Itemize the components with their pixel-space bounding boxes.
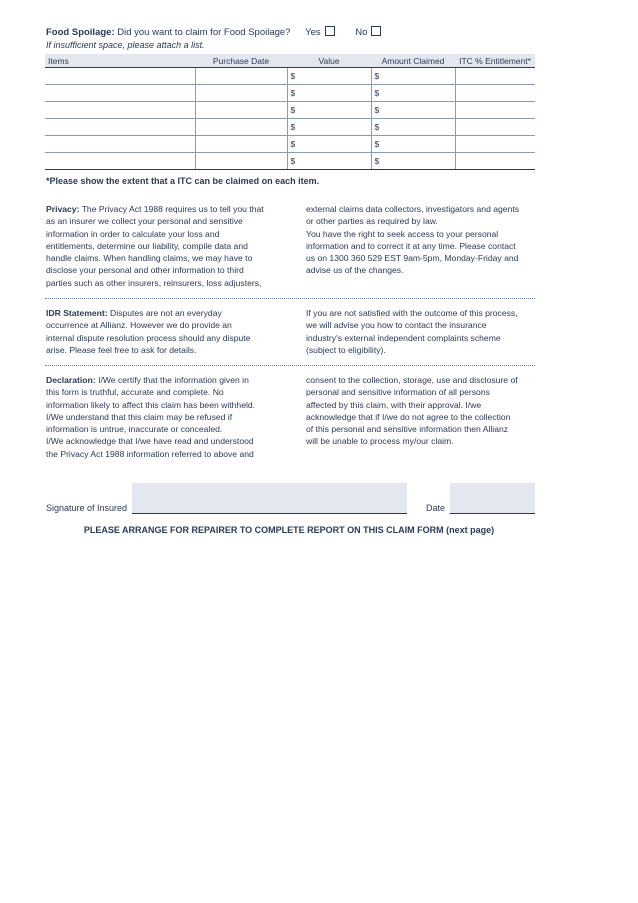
declaration-line: acknowledge that if I/we do not agree to the collection	[306, 411, 511, 422]
items-table	[45, 54, 535, 170]
declaration-line: the Privacy Act 1988 information referred to above and	[46, 448, 254, 459]
idr-heading: IDR Statement:	[46, 308, 108, 318]
declaration-line: information is untrue, inaccurate or concealed.	[46, 424, 223, 435]
food-spoilage-question-text: Did you want to claim for Food Spoilage?	[117, 27, 291, 38]
declaration-line: affected by this claim, with their approval. I/we	[306, 399, 482, 410]
item-cell[interactable]	[45, 153, 195, 170]
repairer-note-container	[0, 525, 638, 535]
declaration-line: I/We understand that this claim may be refused if	[46, 411, 233, 422]
declaration-line: information likely to affect this claim has been withheld.	[46, 399, 256, 410]
declaration-line: personal and sensitive information of all persons	[306, 387, 490, 398]
no-label: No	[355, 27, 368, 38]
declaration-line: this form is truthful, accurate and complete. No	[46, 387, 224, 398]
privacy-line: or other parties as required by law.	[306, 216, 438, 227]
purchase-date-cell[interactable]	[195, 153, 287, 170]
header-items: Items	[45, 54, 195, 68]
itc-cell[interactable]	[455, 136, 535, 153]
privacy-line: external claims data collectors, investigators and agents	[306, 204, 520, 214]
purchase-date-cell[interactable]	[195, 119, 287, 136]
date-field[interactable]	[450, 483, 535, 514]
header-itc-entitlement: ITC % Entitlement*	[455, 54, 535, 68]
amount-claimed-cell[interactable]: $	[371, 68, 455, 85]
declaration-heading: Declaration:	[46, 375, 96, 385]
item-cell[interactable]	[45, 68, 195, 85]
declaration-section	[46, 374, 535, 464]
declaration-line: will be unable to process my/our claim.	[306, 436, 454, 447]
purchase-date-cell[interactable]	[195, 68, 287, 85]
value-cell[interactable]: $	[287, 136, 371, 153]
itc-cell[interactable]	[455, 68, 535, 85]
privacy-right-column	[306, 203, 538, 277]
declaration-left-column	[46, 374, 278, 460]
section-divider	[45, 298, 535, 299]
declaration-line: I/We acknowledge that I/we have read and understood	[46, 436, 254, 447]
idr-line: we will advise you how to contact the insurance	[306, 320, 487, 331]
idr-line: industry's external independent complaints scheme	[306, 332, 501, 343]
purchase-date-cell[interactable]	[195, 85, 287, 102]
date-label: Date	[426, 503, 446, 513]
idr-line: internal dispute resolution process should any dispute	[46, 332, 251, 343]
idr-line: occurrence at Allianz. However we do provide an	[46, 320, 232, 331]
itc-cell[interactable]	[455, 119, 535, 136]
amount-claimed-cell[interactable]: $	[371, 153, 455, 170]
item-cell[interactable]	[45, 136, 195, 153]
value-cell[interactable]: $	[287, 85, 371, 102]
insufficient-space-note: If insufficient space, please attach a list.	[46, 40, 205, 50]
privacy-line: The Privacy Act 1988 requires us to tell you that	[81, 204, 264, 214]
value-cell[interactable]: $	[287, 153, 371, 170]
items-table-header	[45, 54, 535, 68]
privacy-line: handle claims. When handling claims, we may have to	[46, 253, 253, 264]
privacy-line: information and to correct it at any time. Please contact	[306, 240, 516, 251]
idr-line: (subject to eligibility).	[306, 344, 386, 355]
header-purchase-date: Purchase Date	[195, 54, 287, 68]
purchase-date-cell[interactable]	[195, 136, 287, 153]
table-row	[45, 153, 535, 170]
privacy-line: entitlements, determine our liability, compile data and	[46, 240, 248, 251]
privacy-heading: Privacy:	[46, 204, 80, 214]
item-cell[interactable]	[45, 119, 195, 136]
no-checkbox[interactable]	[371, 26, 381, 36]
itc-note: *Please show the extent that a ITC can be claimed on each item.	[46, 176, 320, 186]
idr-right-column	[306, 307, 538, 356]
table-row	[45, 136, 535, 153]
itc-cell[interactable]	[455, 102, 535, 119]
privacy-line: as an insurer we collect your personal and sensitive	[46, 216, 243, 227]
privacy-left-column	[46, 203, 278, 289]
value-cell[interactable]: $	[287, 119, 371, 136]
itc-cell[interactable]	[455, 153, 535, 170]
item-cell[interactable]	[45, 102, 195, 119]
privacy-line: You have the right to seek access to your personal	[306, 228, 499, 239]
idr-section	[46, 307, 535, 359]
value-cell[interactable]: $	[287, 68, 371, 85]
item-cell[interactable]	[45, 85, 195, 102]
privacy-line: us on 1300 360 529 EST 9am-5pm, Monday-Friday and	[306, 253, 519, 264]
table-row	[45, 85, 535, 102]
privacy-line: parties such as other insurers, reinsurers, loss adjusters,	[46, 277, 262, 288]
amount-claimed-cell[interactable]: $	[371, 136, 455, 153]
privacy-line: advise us of the changes.	[306, 265, 404, 276]
yes-checkbox[interactable]	[325, 26, 335, 36]
amount-claimed-cell[interactable]: $	[371, 102, 455, 119]
signature-label: Signature of Insured	[46, 503, 128, 513]
idr-line: If you are not satisfied with the outcome of this process,	[306, 308, 518, 318]
food-spoilage-question	[46, 26, 381, 38]
table-row	[45, 119, 535, 136]
value-cell[interactable]: $	[287, 102, 371, 119]
header-value: Value	[287, 54, 371, 68]
food-spoilage-label: Food Spoilage:	[46, 27, 115, 38]
signature-field[interactable]	[132, 483, 407, 514]
declaration-right-column	[306, 374, 538, 448]
privacy-section	[46, 203, 535, 293]
idr-line: arise. Please feel free to ask for details.	[46, 344, 197, 355]
section-divider	[45, 365, 535, 366]
idr-line: Disputes are not an everyday	[110, 308, 222, 318]
declaration-line: consent to the collection, storage, use and disclosure of	[306, 375, 518, 385]
table-row	[45, 68, 535, 85]
privacy-line: information in order to calculate your loss and	[46, 228, 220, 239]
table-row	[45, 102, 535, 119]
declaration-line: of this personal and sensitive information then Allianz	[306, 424, 509, 435]
yes-label: Yes	[305, 27, 321, 38]
itc-cell[interactable]	[455, 85, 535, 102]
amount-claimed-cell[interactable]: $	[371, 119, 455, 136]
header-amount-claimed: Amount Claimed	[371, 54, 455, 68]
purchase-date-cell[interactable]	[195, 102, 287, 119]
repairer-note: PLEASE ARRANGE FOR REPAIRER TO COMPLETE REPORT ON THIS CLAIM FORM (next page)	[83, 525, 495, 535]
declaration-line: I/We certify that the information given in	[98, 375, 249, 385]
idr-left-column	[46, 307, 278, 356]
amount-claimed-cell[interactable]: $	[371, 85, 455, 102]
privacy-line: disclose your personal and other information to third	[46, 265, 244, 276]
